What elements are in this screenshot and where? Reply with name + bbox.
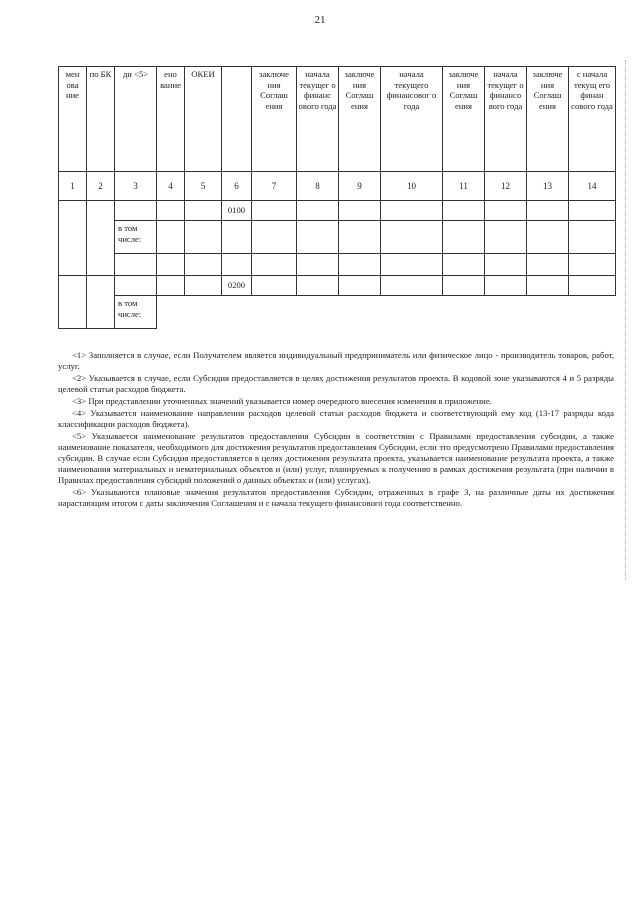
footnote: <6> Указываются плановые значения результатов предоставления Субсидии, отраженных в графе 3, на различные даты их достижения нарастающим итогом с даты заключения Соглашения и с начала текущего финансового года соответственно.: [58, 487, 614, 508]
header-cell: ди <5>: [115, 67, 157, 172]
column-number: 5: [185, 172, 222, 201]
header-cell: по БК: [87, 67, 115, 172]
footnote: <2> Указывается в случае, если Субсидия предоставляется в целях достижения результатов проекта. В кодовой зоне указываются 4 и 5 разряды целевой статьи расходов бюджета.: [58, 373, 614, 394]
page-number: 21: [314, 14, 326, 26]
header-cell: заключе ния Соглаш ения: [252, 67, 297, 172]
in-that-number-label: в том числе:: [115, 296, 157, 329]
footnote: <1> Заполняется в случае, если Получателем является индивидуальный предприниматель или физическое лицо - производитель товаров, работ, услуг.: [58, 350, 614, 371]
table-row: [59, 254, 616, 276]
column-number-row: [59, 172, 616, 201]
header-cell: [222, 67, 252, 172]
column-number: 4: [157, 172, 185, 201]
table-row: [59, 296, 616, 329]
scan-edge: [624, 60, 626, 580]
results-table: [58, 66, 616, 329]
row-code: 0100: [222, 201, 252, 221]
header-cell: начала текущег о финанс ового года: [297, 67, 339, 172]
header-cell: ено вание: [157, 67, 185, 172]
column-number: 1: [59, 172, 87, 201]
table-row: [59, 276, 616, 296]
row-code: 0200: [222, 276, 252, 296]
footnote: <5> Указывается наименование результатов предоставления Субсидии в соответствии с Правилами предоставления субсидии, а также наименование показателя, необходимого для достижения результатов предоставления Субсидии, если это предусмотрено Правилами предоставления субсидии. В случае если Субсидия предоставляется в целях достижения результата проекта, указывается наименование результата проекта, а также наименования материальных и нематериальных объектов и (или) услуг, планируемых к получению в рамках достижения результата (при наличии в Правилах предоставления субсидий положений о данных объектах и (или) услугах).: [58, 431, 614, 485]
header-cell: заключе ния Соглаш ения: [339, 67, 381, 172]
table-header-row: [59, 67, 616, 172]
header-cell: мен ова ние: [59, 67, 87, 172]
column-number: 10: [381, 172, 443, 201]
column-number: 7: [252, 172, 297, 201]
header-cell: начала текущег о финансо вого года: [485, 67, 527, 172]
header-cell: с начала текущ его финан сового года: [569, 67, 616, 172]
column-number: 8: [297, 172, 339, 201]
column-number: 14: [569, 172, 616, 201]
header-cell: заключе ния Соглаш ения: [527, 67, 569, 172]
table-row: [59, 221, 616, 254]
column-number: 11: [443, 172, 485, 201]
column-number: 12: [485, 172, 527, 201]
header-cell: заключе ния Соглаш ения: [443, 67, 485, 172]
footnotes: [58, 350, 614, 510]
column-number: 13: [527, 172, 569, 201]
footnote: <4> Указывается наименование направления расходов целевой статьи расходов бюджета и соответствующий ему код (13-17 разряды кода классификации расходов бюджета).: [58, 408, 614, 429]
column-number: 9: [339, 172, 381, 201]
header-cell: ОКЕИ: [185, 67, 222, 172]
header-cell: начала текущего финансовог о года: [381, 67, 443, 172]
footnote: <3> При представлении уточненных значений указывается номер очередного внесения изменения в приложение.: [72, 396, 492, 406]
column-number: 3: [115, 172, 157, 201]
column-number: 6: [222, 172, 252, 201]
table-row: [59, 201, 616, 221]
in-that-number-label: в том числе:: [115, 221, 157, 254]
column-number: 2: [87, 172, 115, 201]
